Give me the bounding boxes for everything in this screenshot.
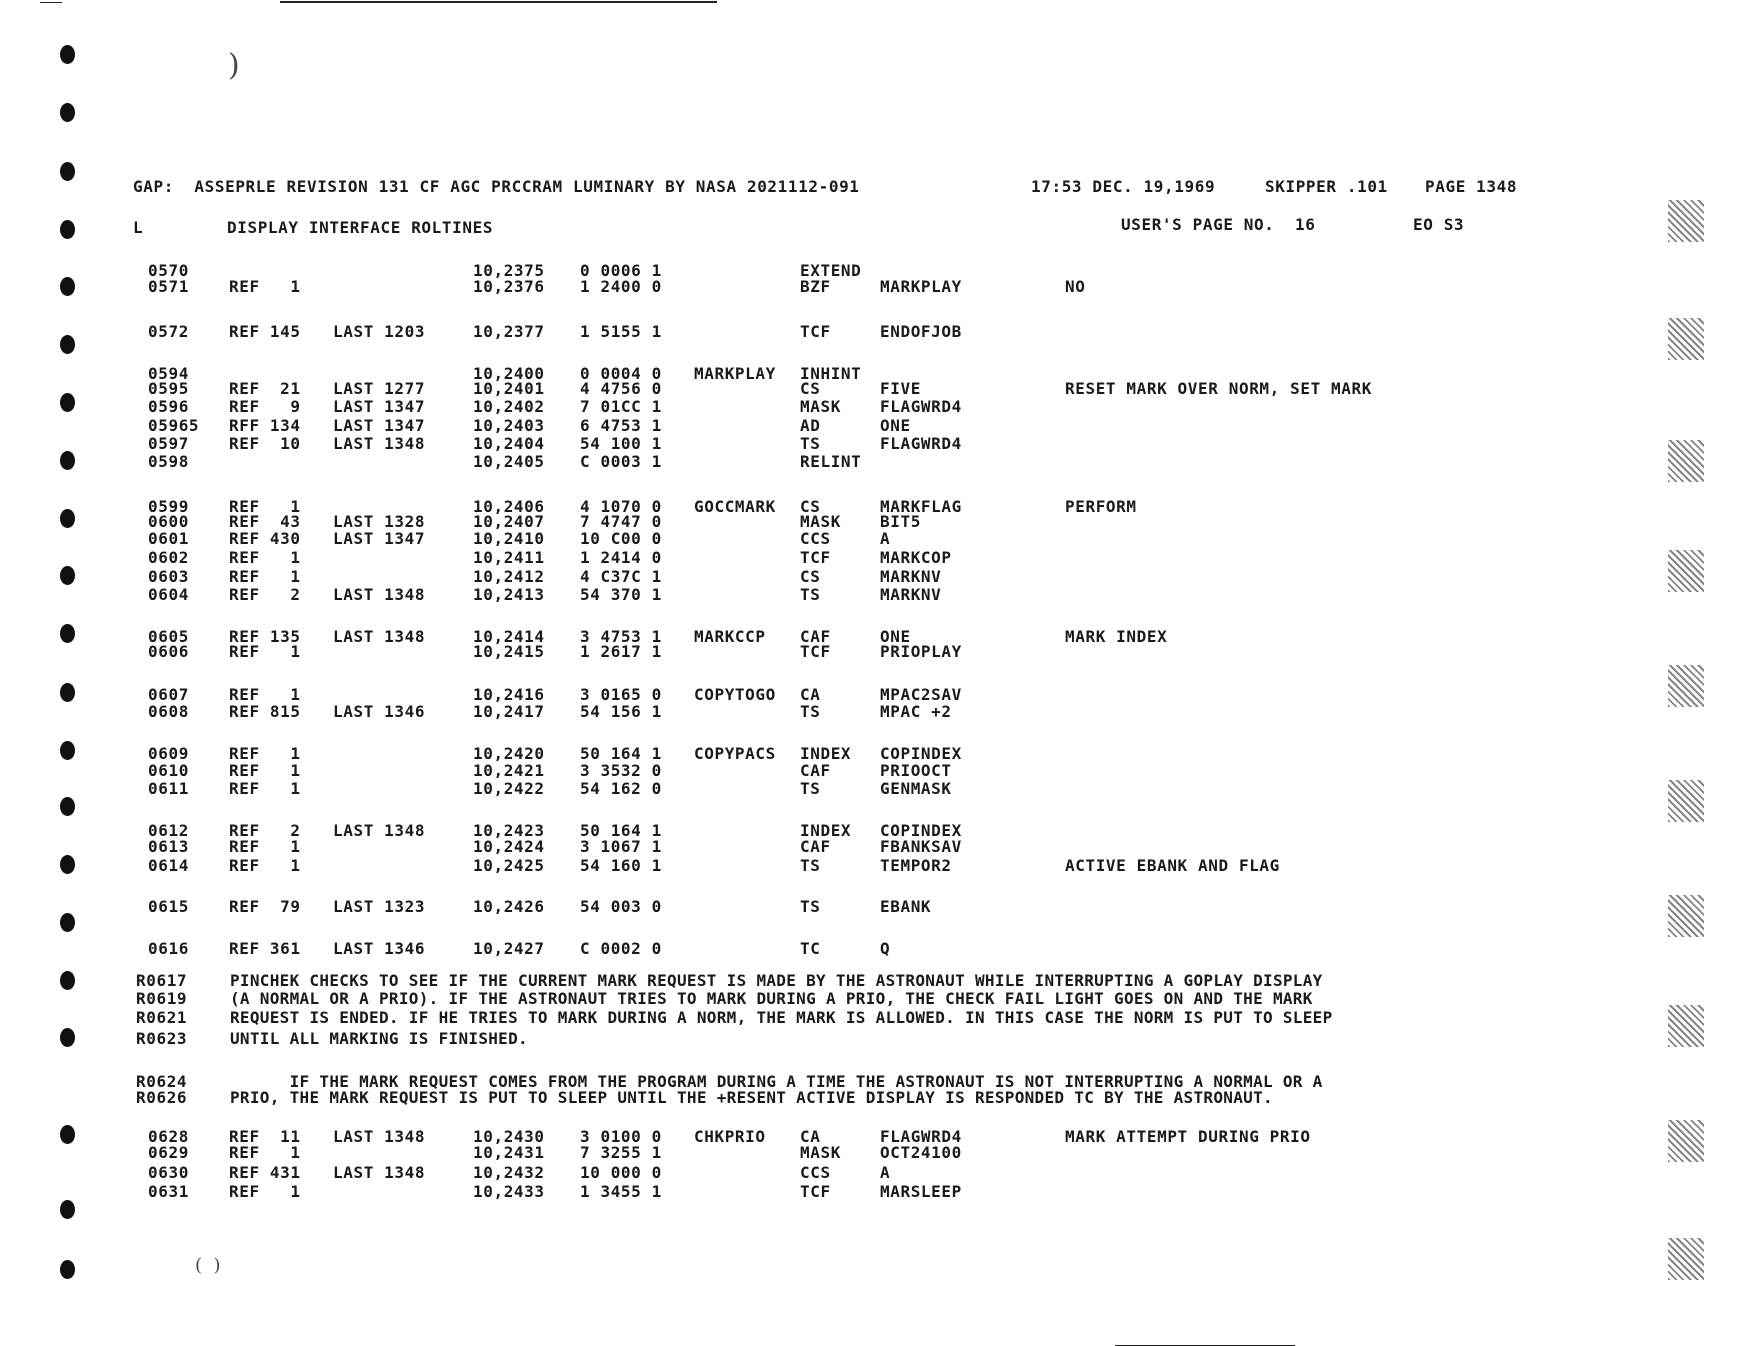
cell-code: 1 2414 0	[580, 548, 662, 567]
cell-code: 50 164 1	[580, 744, 662, 763]
cell-op: TC	[800, 939, 821, 958]
cell-op: MASK	[800, 512, 841, 531]
cell-code: C 0003 1	[580, 452, 662, 471]
cell-line: 0602	[148, 548, 189, 567]
cell-label: MARKPLAY	[694, 364, 776, 383]
cell-addr: 10,2423	[473, 821, 545, 840]
remark-text: (A NORMAL OR A PRIO). IF THE ASTRONAUT TRIES TO MARK DURING A PRIO, THE CHECK FAIL LIGHT GOES ON AND THE MARK	[230, 989, 1313, 1008]
cell-ref: REF 1	[229, 1143, 301, 1162]
cell-ref: REF 1	[229, 779, 301, 798]
cell-addr: 10,2401	[473, 379, 545, 398]
cell-operand: FLAGWRD4	[880, 397, 962, 416]
cell-addr: 10,2405	[473, 452, 545, 471]
cell-addr: 10,2427	[473, 939, 545, 958]
cell-operand: BIT5	[880, 512, 921, 531]
cell-ref: REF 1	[229, 744, 301, 763]
sprocket-hole	[60, 1260, 75, 1279]
cell-ref: REF 21	[229, 379, 301, 398]
top-rule	[280, 1, 717, 3]
cell-line: 0630	[148, 1163, 189, 1182]
cell-code: 50 164 1	[580, 821, 662, 840]
cell-operand: ENDOFJOB	[880, 322, 962, 341]
cell-code: 10 000 0	[580, 1163, 662, 1182]
cell-addr: 10,2404	[473, 434, 545, 453]
cell-ref: REF 1	[229, 1182, 301, 1201]
cell-comment: ACTIVE EBANK AND FLAG	[1065, 856, 1280, 875]
cell-line: 0597	[148, 434, 189, 453]
cell-operand: MARSLEEP	[880, 1182, 962, 1201]
cell-line: 0609	[148, 744, 189, 763]
listing-title: GAP: ASSEPRLE REVISION 131 CF AGC PRCCRAM LUMINARY BY NASA 2021112-091	[133, 177, 860, 196]
sprocket-hole	[60, 566, 75, 585]
cell-addr: 10,2431	[473, 1143, 545, 1162]
listing-timestamp: 17:53 DEC. 19,1969	[1031, 177, 1216, 196]
cell-line: 0596	[148, 397, 189, 416]
cell-operand: PRIOOCT	[880, 761, 952, 780]
cell-last: LAST 1277	[333, 379, 426, 398]
cell-addr: 10,2432	[473, 1163, 545, 1182]
cell-ref: REF 1	[229, 548, 301, 567]
cell-label: GOCCMARK	[694, 497, 776, 516]
sprocket-hole	[60, 1200, 75, 1219]
cell-line: 0628	[148, 1127, 189, 1146]
cell-comment: MARK INDEX	[1065, 627, 1168, 646]
cell-op: INDEX	[800, 744, 852, 763]
cell-addr: 10,2420	[473, 744, 545, 763]
cell-op: TCF	[800, 322, 831, 341]
cell-comment: NO	[1065, 277, 1086, 296]
cell-addr: 10,2407	[473, 512, 545, 531]
paren-mark: ( )	[195, 1255, 221, 1276]
cell-op: MASK	[800, 1143, 841, 1162]
smudge	[1668, 550, 1704, 592]
cell-line: 0629	[148, 1143, 189, 1162]
remark-text: UNTIL ALL MARKING IS FINISHED.	[230, 1029, 528, 1048]
sprocket-hole	[60, 855, 75, 874]
cell-line: 0606	[148, 642, 189, 661]
cell-addr: 10,2430	[473, 1127, 545, 1146]
cell-label: COPYTOGO	[694, 685, 776, 704]
cell-operand: EBANK	[880, 897, 932, 916]
cell-line: 0613	[148, 837, 189, 856]
cell-op: BZF	[800, 277, 831, 296]
cell-op: TS	[800, 702, 821, 721]
cell-addr: 10,2422	[473, 779, 545, 798]
cell-line: 0610	[148, 761, 189, 780]
cell-op: TS	[800, 434, 821, 453]
cell-addr: 10,2415	[473, 642, 545, 661]
cell-last: LAST 1346	[333, 702, 426, 721]
cell-last: LAST 1348	[333, 821, 426, 840]
cell-line: 0595	[148, 379, 189, 398]
cell-last: LAST 1323	[333, 897, 426, 916]
cell-last: LAST 1348	[333, 585, 426, 604]
page-number: PAGE 1348	[1425, 177, 1518, 196]
cell-last: LAST 1347	[333, 416, 426, 435]
sprocket-hole	[60, 220, 75, 239]
cell-op: RELINT	[800, 452, 862, 471]
cell-addr: 10,2413	[473, 585, 545, 604]
cell-op: CCS	[800, 1163, 831, 1182]
cell-code: 4 4756 0	[580, 379, 662, 398]
remark-text: IF THE MARK REQUEST COMES FROM THE PROGRAM DURING A TIME THE ASTRONAUT IS NOT INTERRUPTING A NORMAL OR A	[230, 1072, 1323, 1091]
cell-last: LAST 1346	[333, 939, 426, 958]
eo-label: EO S3	[1413, 215, 1465, 234]
remark-text: PRIO, THE MARK REQUEST IS PUT TO SLEEP UNTIL THE +RESENT ACTIVE DISPLAY IS RESPONDED TC BY THE ASTRONAUT.	[230, 1088, 1273, 1107]
paren-mark: )	[228, 48, 240, 83]
sprocket-hole	[60, 45, 75, 64]
cell-code: 4 1070 0	[580, 497, 662, 516]
skipper-label: SKIPPER .101	[1265, 177, 1388, 196]
cell-code: 1 3455 1	[580, 1182, 662, 1201]
cell-line: 0607	[148, 685, 189, 704]
cell-ref: REF 2	[229, 821, 301, 840]
cell-code: 54 160 1	[580, 856, 662, 875]
cell-operand: COPINDEX	[880, 821, 962, 840]
remark-text: PINCHEK CHECKS TO SEE IF THE CURRENT MARK REQUEST IS MADE BY THE ASTRONAUT WHILE INTERRUPTING A GOPLAY DISPLAY	[230, 971, 1323, 990]
cell-addr: 10,2412	[473, 567, 545, 586]
cell-line: 0572	[148, 322, 189, 341]
sprocket-hole	[60, 393, 75, 412]
cell-op: INDEX	[800, 821, 852, 840]
cell-line: 0604	[148, 585, 189, 604]
sprocket-hole	[60, 103, 75, 122]
cell-ref: REF 1	[229, 685, 301, 704]
top-rule-left	[40, 2, 62, 3]
remark-line-number: R0621	[136, 1008, 188, 1027]
cell-operand: FBANKSAV	[880, 837, 962, 856]
cell-addr: 10,2417	[473, 702, 545, 721]
cell-code: 7 4747 0	[580, 512, 662, 531]
sprocket-hole	[60, 1028, 75, 1047]
cell-operand: MARKNV	[880, 585, 942, 604]
cell-operand: MARKPLAY	[880, 277, 962, 296]
sprocket-hole	[60, 162, 75, 181]
cell-last: LAST 1203	[333, 322, 426, 341]
cell-line: 0570	[148, 261, 189, 280]
cell-addr: 10,2376	[473, 277, 545, 296]
cell-comment: PERFORM	[1065, 497, 1137, 516]
cell-code: 0 0004 0	[580, 364, 662, 383]
cell-code: 54 162 0	[580, 779, 662, 798]
cell-code: 0 0006 1	[580, 261, 662, 280]
cell-line: 0611	[148, 779, 189, 798]
cell-last: LAST 1348	[333, 1163, 426, 1182]
cell-op: CS	[800, 379, 821, 398]
cell-label: CHKPRIO	[694, 1127, 766, 1146]
cell-code: 3 1067 1	[580, 837, 662, 856]
cell-last: LAST 1348	[333, 1127, 426, 1146]
cell-ref: REF 815	[229, 702, 301, 721]
cell-op: MASK	[800, 397, 841, 416]
cell-ref: REF 135	[229, 627, 301, 646]
sprocket-hole	[60, 797, 75, 816]
cell-line: 0616	[148, 939, 189, 958]
smudge	[1668, 200, 1704, 242]
cell-last: LAST 1348	[333, 627, 426, 646]
cell-ref: REF 2	[229, 585, 301, 604]
cell-last: LAST 1347	[333, 529, 426, 548]
cell-op: TCF	[800, 548, 831, 567]
cell-addr: 10,2425	[473, 856, 545, 875]
cell-addr: 10,2410	[473, 529, 545, 548]
cell-ref: REF 1	[229, 567, 301, 586]
cell-operand: FLAGWRD4	[880, 434, 962, 453]
cell-addr: 10,2433	[473, 1182, 545, 1201]
cell-ref: REF 43	[229, 512, 301, 531]
sprocket-hole	[60, 277, 75, 296]
cell-operand: Q	[880, 939, 891, 958]
cell-ref: REF 361	[229, 939, 301, 958]
cell-op: AD	[800, 416, 821, 435]
cell-op: CA	[800, 685, 821, 704]
cell-line: 0631	[148, 1182, 189, 1201]
cell-ref: REF 79	[229, 897, 301, 916]
cell-ref: RFF 134	[229, 416, 301, 435]
sprocket-hole	[60, 451, 75, 470]
cell-label: COPYPACS	[694, 744, 776, 763]
cell-line: 0571	[148, 277, 189, 296]
smudge	[1668, 440, 1704, 482]
cell-code: 1 5155 1	[580, 322, 662, 341]
cell-operand: FIVE	[880, 379, 921, 398]
cell-code: 3 4753 1	[580, 627, 662, 646]
cell-line: 0614	[148, 856, 189, 875]
remark-line-number: R0623	[136, 1029, 188, 1048]
cell-code: 54 156 1	[580, 702, 662, 721]
cell-line: 0608	[148, 702, 189, 721]
cell-operand: COPINDEX	[880, 744, 962, 763]
cell-ref: REF 10	[229, 434, 301, 453]
cell-ref: REF 1	[229, 642, 301, 661]
cell-ref: REF 145	[229, 322, 301, 341]
smudge	[1668, 1005, 1704, 1047]
cell-op: TS	[800, 897, 821, 916]
smudge	[1668, 1120, 1704, 1162]
cell-op: CAF	[800, 627, 831, 646]
cell-line: 0605	[148, 627, 189, 646]
cell-addr: 10,2377	[473, 322, 545, 341]
sprocket-hole	[60, 913, 75, 932]
smudge	[1668, 1238, 1704, 1280]
cell-code: 3 3532 0	[580, 761, 662, 780]
cell-line: 0601	[148, 529, 189, 548]
smudge	[1668, 665, 1704, 707]
cell-addr: 10,2416	[473, 685, 545, 704]
remark-text: REQUEST IS ENDED. IF HE TRIES TO MARK DURING A NORM, THE MARK IS ALLOWED. IN THIS CASE THE NORM IS PUT TO SLEEP	[230, 1008, 1333, 1027]
cell-ref: REF 1	[229, 837, 301, 856]
remark-line-number: R0619	[136, 989, 188, 1008]
section-letter: L	[133, 218, 144, 237]
cell-ref: REF 1	[229, 277, 301, 296]
cell-line: 0600	[148, 512, 189, 531]
cell-code: 54 003 0	[580, 897, 662, 916]
cell-ref: REF 431	[229, 1163, 301, 1182]
cell-operand: MPAC +2	[880, 702, 952, 721]
smudge	[1668, 895, 1704, 937]
users-page-number: USER'S PAGE NO. 16	[1121, 215, 1316, 234]
cell-line: 0594	[148, 364, 189, 383]
remark-line-number: R0626	[136, 1088, 188, 1107]
cell-addr: 10,2402	[473, 397, 545, 416]
remark-line-number: R0624	[136, 1072, 188, 1091]
cell-op: CAF	[800, 761, 831, 780]
cell-addr: 10,2421	[473, 761, 545, 780]
cell-line: 0615	[148, 897, 189, 916]
sprocket-hole	[60, 971, 75, 990]
cell-addr: 10,2406	[473, 497, 545, 516]
cell-operand: MARKCOP	[880, 548, 952, 567]
cell-line: 0598	[148, 452, 189, 471]
cell-code: 10 C00 0	[580, 529, 662, 548]
cell-line: 05965	[148, 416, 200, 435]
cell-op: TS	[800, 856, 821, 875]
cell-last: LAST 1328	[333, 512, 426, 531]
cell-ref: REF 1	[229, 856, 301, 875]
section-title: DISPLAY INTERFACE ROLTINES	[227, 218, 494, 237]
cell-comment: MARK ATTEMPT DURING PRIO	[1065, 1127, 1311, 1146]
cell-label: MARKCCP	[694, 627, 766, 646]
cell-op: CS	[800, 497, 821, 516]
cell-operand: ONE	[880, 416, 911, 435]
cell-line: 0612	[148, 821, 189, 840]
cell-code: 1 2617 1	[580, 642, 662, 661]
cell-code: 7 01CC 1	[580, 397, 662, 416]
sprocket-hole	[60, 683, 75, 702]
cell-ref: REF 9	[229, 397, 301, 416]
cell-code: 54 370 1	[580, 585, 662, 604]
cell-ref: REF 1	[229, 497, 301, 516]
cell-op: CS	[800, 567, 821, 586]
smudge	[1668, 318, 1704, 360]
smudge	[1668, 780, 1704, 822]
cell-code: 3 0165 0	[580, 685, 662, 704]
cell-code: 7 3255 1	[580, 1143, 662, 1162]
remark-line-number: R0617	[136, 971, 188, 990]
cell-code: 4 C37C 1	[580, 567, 662, 586]
cell-operand: MPAC2SAV	[880, 685, 962, 704]
cell-addr: 10,2375	[473, 261, 545, 280]
sprocket-hole	[60, 509, 75, 528]
cell-addr: 10,2411	[473, 548, 545, 567]
cell-addr: 10,2424	[473, 837, 545, 856]
cell-op: TS	[800, 585, 821, 604]
cell-operand: A	[880, 1163, 891, 1182]
cell-op: CAF	[800, 837, 831, 856]
cell-line: 0603	[148, 567, 189, 586]
cell-last: LAST 1347	[333, 397, 426, 416]
cell-addr: 10,2403	[473, 416, 545, 435]
cell-op: TCF	[800, 642, 831, 661]
cell-addr: 10,2414	[473, 627, 545, 646]
cell-op: TCF	[800, 1182, 831, 1201]
cell-code: 6 4753 1	[580, 416, 662, 435]
cell-operand: A	[880, 529, 891, 548]
cell-ref: REF 430	[229, 529, 301, 548]
cell-operand: TEMPOR2	[880, 856, 952, 875]
cell-op: CA	[800, 1127, 821, 1146]
cell-operand: MARKFLAG	[880, 497, 962, 516]
sprocket-hole	[60, 335, 75, 354]
cell-operand: FLAGWRD4	[880, 1127, 962, 1146]
cell-code: 54 100 1	[580, 434, 662, 453]
cell-ref: REF 1	[229, 761, 301, 780]
cell-operand: PRIOPLAY	[880, 642, 962, 661]
cell-operand: OCT24100	[880, 1143, 962, 1162]
cell-code: C 0002 0	[580, 939, 662, 958]
cell-op: INHINT	[800, 364, 862, 383]
cell-operand: MARKNV	[880, 567, 942, 586]
sprocket-hole	[60, 1125, 75, 1144]
cell-op: CCS	[800, 529, 831, 548]
cell-code: 3 0100 0	[580, 1127, 662, 1146]
cell-operand: ONE	[880, 627, 911, 646]
cell-op: TS	[800, 779, 821, 798]
cell-comment: RESET MARK OVER NORM, SET MARK	[1065, 379, 1372, 398]
cell-op: EXTEND	[800, 261, 862, 280]
cell-code: 1 2400 0	[580, 277, 662, 296]
sprocket-hole	[60, 624, 75, 643]
cell-addr: 10,2400	[473, 364, 545, 383]
cell-ref: REF 11	[229, 1127, 301, 1146]
cell-addr: 10,2426	[473, 897, 545, 916]
cell-line: 0599	[148, 497, 189, 516]
cell-operand: GENMASK	[880, 779, 952, 798]
cell-last: LAST 1348	[333, 434, 426, 453]
sprocket-hole	[60, 741, 75, 760]
